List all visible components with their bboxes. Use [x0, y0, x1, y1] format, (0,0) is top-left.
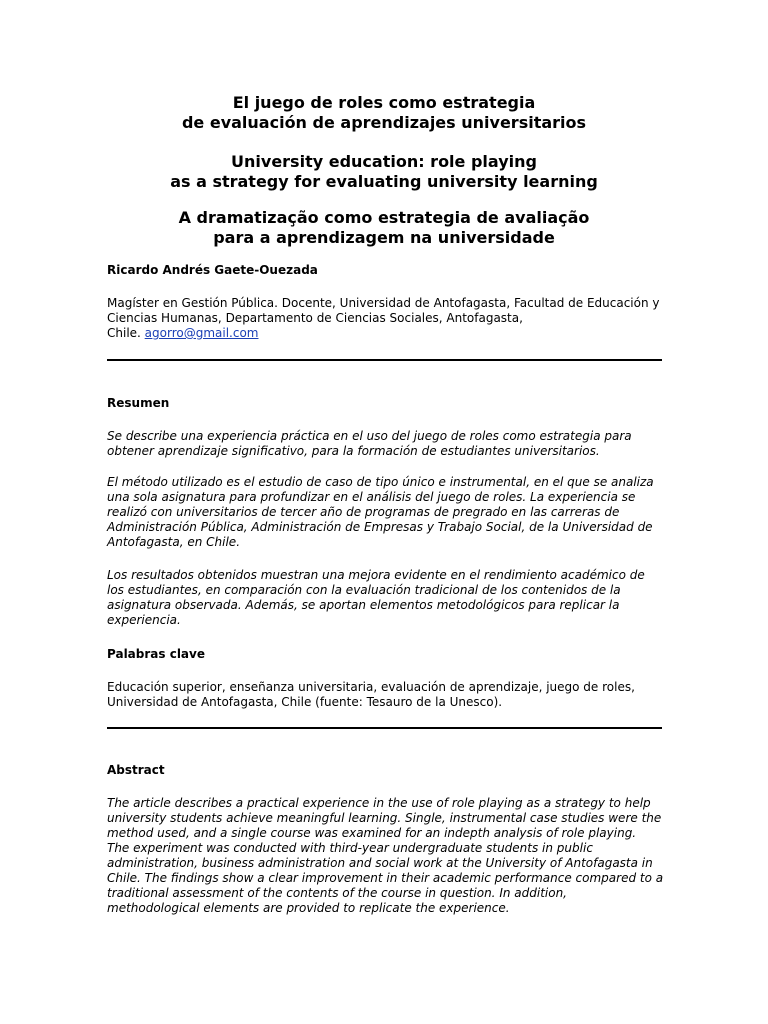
title-line: University education: role playing	[231, 152, 537, 171]
text-line: asignatura observada. Además, se aportan elementos metodológicos para replicar la	[107, 598, 620, 612]
resumen-paragraph-1	[107, 429, 667, 459]
affiliation-line: Ciencias Humanas, Departamento de Ciencias Sociales, Antofagasta,	[107, 311, 523, 325]
author-email-link[interactable]: agorro@gmail.com	[144, 326, 259, 340]
text-line: traditional assessment of the contents of the course in question. In addition,	[107, 886, 567, 900]
affiliation-country: Chile.	[107, 326, 145, 340]
title-line: A dramatização como estrategia de avaliação	[178, 208, 590, 227]
keywords-heading: Palabras clave	[107, 647, 205, 661]
author-affiliation	[107, 296, 667, 341]
text-line: Los resultados obtenidos muestran una mejora evidente en el rendimiento académico de	[107, 568, 645, 582]
text-line: Antofagasta, en Chile.	[107, 535, 241, 549]
text-line: The article describes a practical experience in the use of role playing as a strategy to help	[107, 796, 651, 810]
text-line: The experiment was conducted with third-year undergraduate students in public	[107, 841, 593, 855]
title-line: de evaluación de aprendizajes universitarios	[181, 113, 587, 132]
text-line: Educación superior, enseñanza universitaria, evaluación de aprendizaje, juego de roles,	[107, 680, 635, 694]
title-line: El juego de roles como estrategia	[232, 93, 536, 112]
title-line: para a aprendizagem na universidade	[213, 228, 555, 247]
resumen-heading: Resumen	[107, 396, 170, 410]
section-divider	[107, 359, 662, 361]
text-line: obtener aprendizaje significativo, para la formación de estudiantes universitarios.	[107, 444, 600, 458]
text-line: university students achieve meaningful learning. Single, instrumental case studies were the	[107, 811, 662, 825]
text-line: method used, and a single course was examined for an indepth analysis of role playing.	[107, 826, 637, 840]
text-line: Chile. The findings show a clear improvement in their academic performance compared to a	[107, 871, 664, 885]
abstract-paragraph	[107, 796, 667, 916]
abstract-heading: Abstract	[107, 763, 165, 777]
text-line: una sola asignatura para profundizar en el análisis del juego de roles. La experiencia se	[107, 490, 636, 504]
keywords-paragraph	[107, 680, 667, 710]
text-line: realizó con universitarios de tercer año de programas de pregrado en las carreras de	[107, 505, 620, 519]
affiliation-line	[107, 326, 667, 341]
text-line: administration, business administration and social work at the University of Antofagasta in	[107, 856, 653, 870]
title-line: as a strategy for evaluating university learning	[170, 172, 598, 191]
affiliation-line: Magíster en Gestión Pública. Docente, Universidad de Antofagasta, Facultad de Educación y	[107, 296, 660, 310]
title-portuguese	[0, 208, 768, 248]
author-name: Ricardo Andrés Gaete-Ouezada	[107, 263, 318, 277]
text-line: experiencia.	[107, 613, 181, 627]
text-line: los estudiantes, en comparación con la evaluación tradicional de los contenidos de la	[107, 583, 621, 597]
resumen-paragraph-3	[107, 568, 667, 628]
text-line: Administración Pública, Administración de Empresas y Trabajo Social, de la Universidad de	[107, 520, 653, 534]
title-spanish	[0, 93, 768, 133]
text-line: methodological elements are provided to replicate the experience.	[107, 901, 510, 915]
text-line: El método utilizado es el estudio de caso de tipo único e instrumental, en el que se analiza	[107, 475, 654, 489]
text-line: Universidad de Antofagasta, Chile (fuente: Tesauro de la Unesco).	[107, 695, 503, 709]
text-line: Se describe una experiencia práctica en el uso del juego de roles como estrategia para	[107, 429, 632, 443]
title-english	[0, 152, 768, 192]
section-divider	[107, 727, 662, 729]
resumen-paragraph-2	[107, 475, 667, 550]
